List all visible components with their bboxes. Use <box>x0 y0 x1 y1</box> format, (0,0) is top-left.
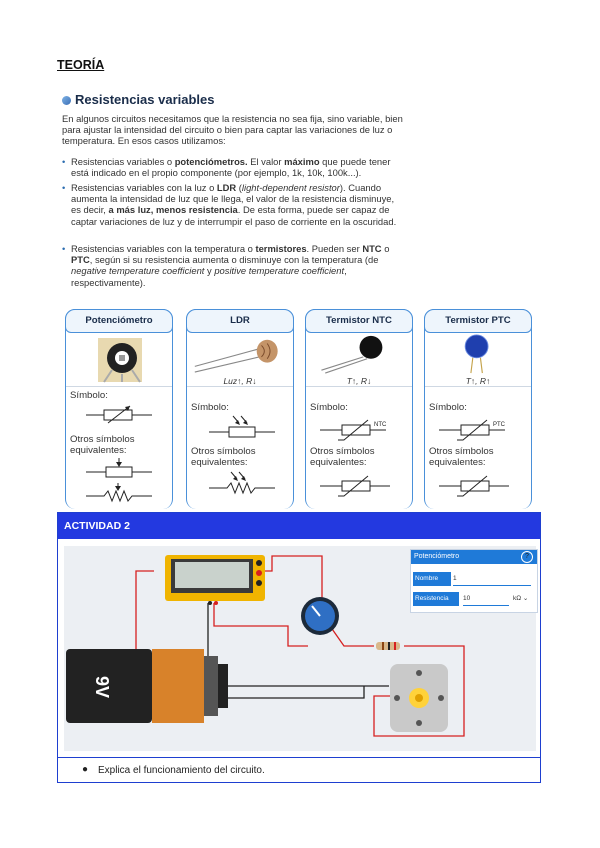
bullet-marker: • <box>62 182 66 193</box>
ptc-formula: T↑, R↑ <box>465 376 491 386</box>
ntc-formula: T↑, R↓ <box>346 376 372 386</box>
resistance-input[interactable]: 10 <box>463 592 509 606</box>
battery-label: 9V <box>92 676 112 699</box>
circuit-simulator[interactable] <box>64 546 536 751</box>
ntc-symbol-icon <box>320 416 406 442</box>
text: y <box>204 265 215 277</box>
ntc-photo-icon <box>310 334 405 374</box>
text: . Pueden ser <box>306 243 363 254</box>
bullet-termistores <box>62 243 406 288</box>
card-title: Potenciómetro <box>65 309 173 333</box>
bold-text: máximo <box>284 156 320 167</box>
wire <box>224 686 364 698</box>
activity-title: ACTIVIDAD 2 <box>58 513 540 539</box>
bullet-marker: • <box>62 243 66 254</box>
text: , respectivamente). <box>71 265 347 288</box>
wire <box>214 603 308 646</box>
bullet-ldr <box>62 182 406 227</box>
bold-text: NTC <box>362 243 382 254</box>
card-ldr <box>186 309 294 509</box>
activity-box <box>57 512 541 783</box>
bullet-potenciometros <box>62 156 406 178</box>
chevron-down-icon: ⌄ <box>522 595 529 602</box>
resistance-label: Resistencia <box>413 592 459 606</box>
bold-text: potenciómetros. <box>174 156 248 167</box>
card-divider <box>425 386 531 387</box>
text: ( <box>236 182 242 193</box>
bold-text: LDR <box>216 182 237 193</box>
page-heading: TEORÍA <box>57 58 105 72</box>
card-title: Termistor NTC <box>305 309 413 333</box>
text: ). Cuando aumenta la intensidad de luz que le llega, el valor de la resistencia disminuye, es decir, <box>71 182 395 216</box>
card-divider <box>66 386 172 387</box>
symbol-label: Símbolo: <box>191 402 229 413</box>
ptc-symbol-icon <box>439 416 525 442</box>
name-row <box>413 572 533 586</box>
alt-ptc-symbol-icon <box>439 472 509 500</box>
italic-text: negative temperature coefficient <box>71 265 205 277</box>
unit-value: kΩ <box>513 595 522 602</box>
bullet-marker: • <box>62 156 66 167</box>
resistance-row <box>413 592 533 606</box>
ptc-photo-icon <box>429 334 524 374</box>
ntc-tag: NTC <box>374 422 387 428</box>
ldr-formula: Luz↑, R↓ <box>223 376 257 386</box>
alt-ntc-symbol-icon <box>320 472 390 500</box>
italic-text: light-dependent resistor <box>241 182 340 193</box>
italic-text: positive temperature coefficient <box>214 265 345 277</box>
ptc-tag: PTC <box>493 422 505 428</box>
alt-ldr-symbol-icon <box>209 470 275 496</box>
symbol-label: Símbolo: <box>429 402 467 413</box>
wire <box>330 626 374 646</box>
text: El valor <box>247 156 285 167</box>
section-title-text: Resistencias variables <box>75 92 215 107</box>
card-potenciometro <box>65 309 173 509</box>
card-ntc <box>305 309 413 509</box>
bold-text: PTC <box>71 254 90 266</box>
question-bullet: ● <box>82 764 89 775</box>
bold-text: a más luz, menos resistencia <box>108 204 238 216</box>
panel-title: Potenciómetro <box>411 550 537 564</box>
bullet-dot-icon <box>62 96 71 105</box>
name-label: Nombre <box>413 572 451 586</box>
ldr-symbol-icon <box>209 414 275 440</box>
symbol-label: Símbolo: <box>70 390 108 401</box>
wire <box>264 556 322 604</box>
bold-text: termistores <box>255 243 307 254</box>
card-divider <box>187 386 293 387</box>
card-title: Termistor PTC <box>424 309 532 333</box>
text: o <box>381 243 390 254</box>
symbol-label: Símbolo: <box>310 402 348 413</box>
others-label: Otros símbolos equivalentes: <box>191 446 256 468</box>
text: Resistencias variables con la luz o <box>71 182 217 193</box>
others-label: Otros símbolos equivalentes: <box>70 434 135 456</box>
section-title <box>62 92 214 107</box>
unit-select[interactable] <box>513 592 535 605</box>
alt-potentiometer-symbols-icon <box>86 458 152 504</box>
potentiometer-symbol-icon <box>86 403 152 425</box>
others-label: Otros símbolos equivalentes: <box>429 446 494 468</box>
name-input[interactable]: 1 <box>453 572 531 586</box>
others-label: Otros símbolos equivalentes: <box>310 446 375 468</box>
text: Resistencias variables con la temperatura o <box>71 243 256 254</box>
help-icon[interactable]: ? <box>521 551 533 563</box>
wire <box>208 603 389 686</box>
potentiometer-photo-icon <box>70 334 170 384</box>
card-ptc <box>424 309 532 509</box>
text: . De esta forma, puede ser capaz de captar variaciones de luz y de interrumpir el paso de corriente en la oscuridad. <box>71 204 397 227</box>
text: Resistencias variables o <box>71 156 175 167</box>
card-title: LDR <box>186 309 294 333</box>
text: , según si su resistencia aumenta o disminuye con la temperatura (de <box>89 254 379 266</box>
component-panel[interactable] <box>410 549 538 613</box>
card-divider <box>306 386 412 387</box>
activity-question: Explica el funcionamiento del circuito. <box>98 765 265 776</box>
ldr-photo-icon <box>191 334 286 374</box>
intro-paragraph: En algunos circuitos necesitamos que la resistencia no sea fija, sino variable, bien para ajustar la intensidad del circuito o bien para captar las variaciones de luz o temperatura. En esos casos utilizamos: <box>62 113 403 147</box>
text: que puede tener está indicado en el propio componente (por ejemplo, 1k, 10k, 100k...). <box>71 156 391 179</box>
activity-question-row <box>58 757 540 784</box>
